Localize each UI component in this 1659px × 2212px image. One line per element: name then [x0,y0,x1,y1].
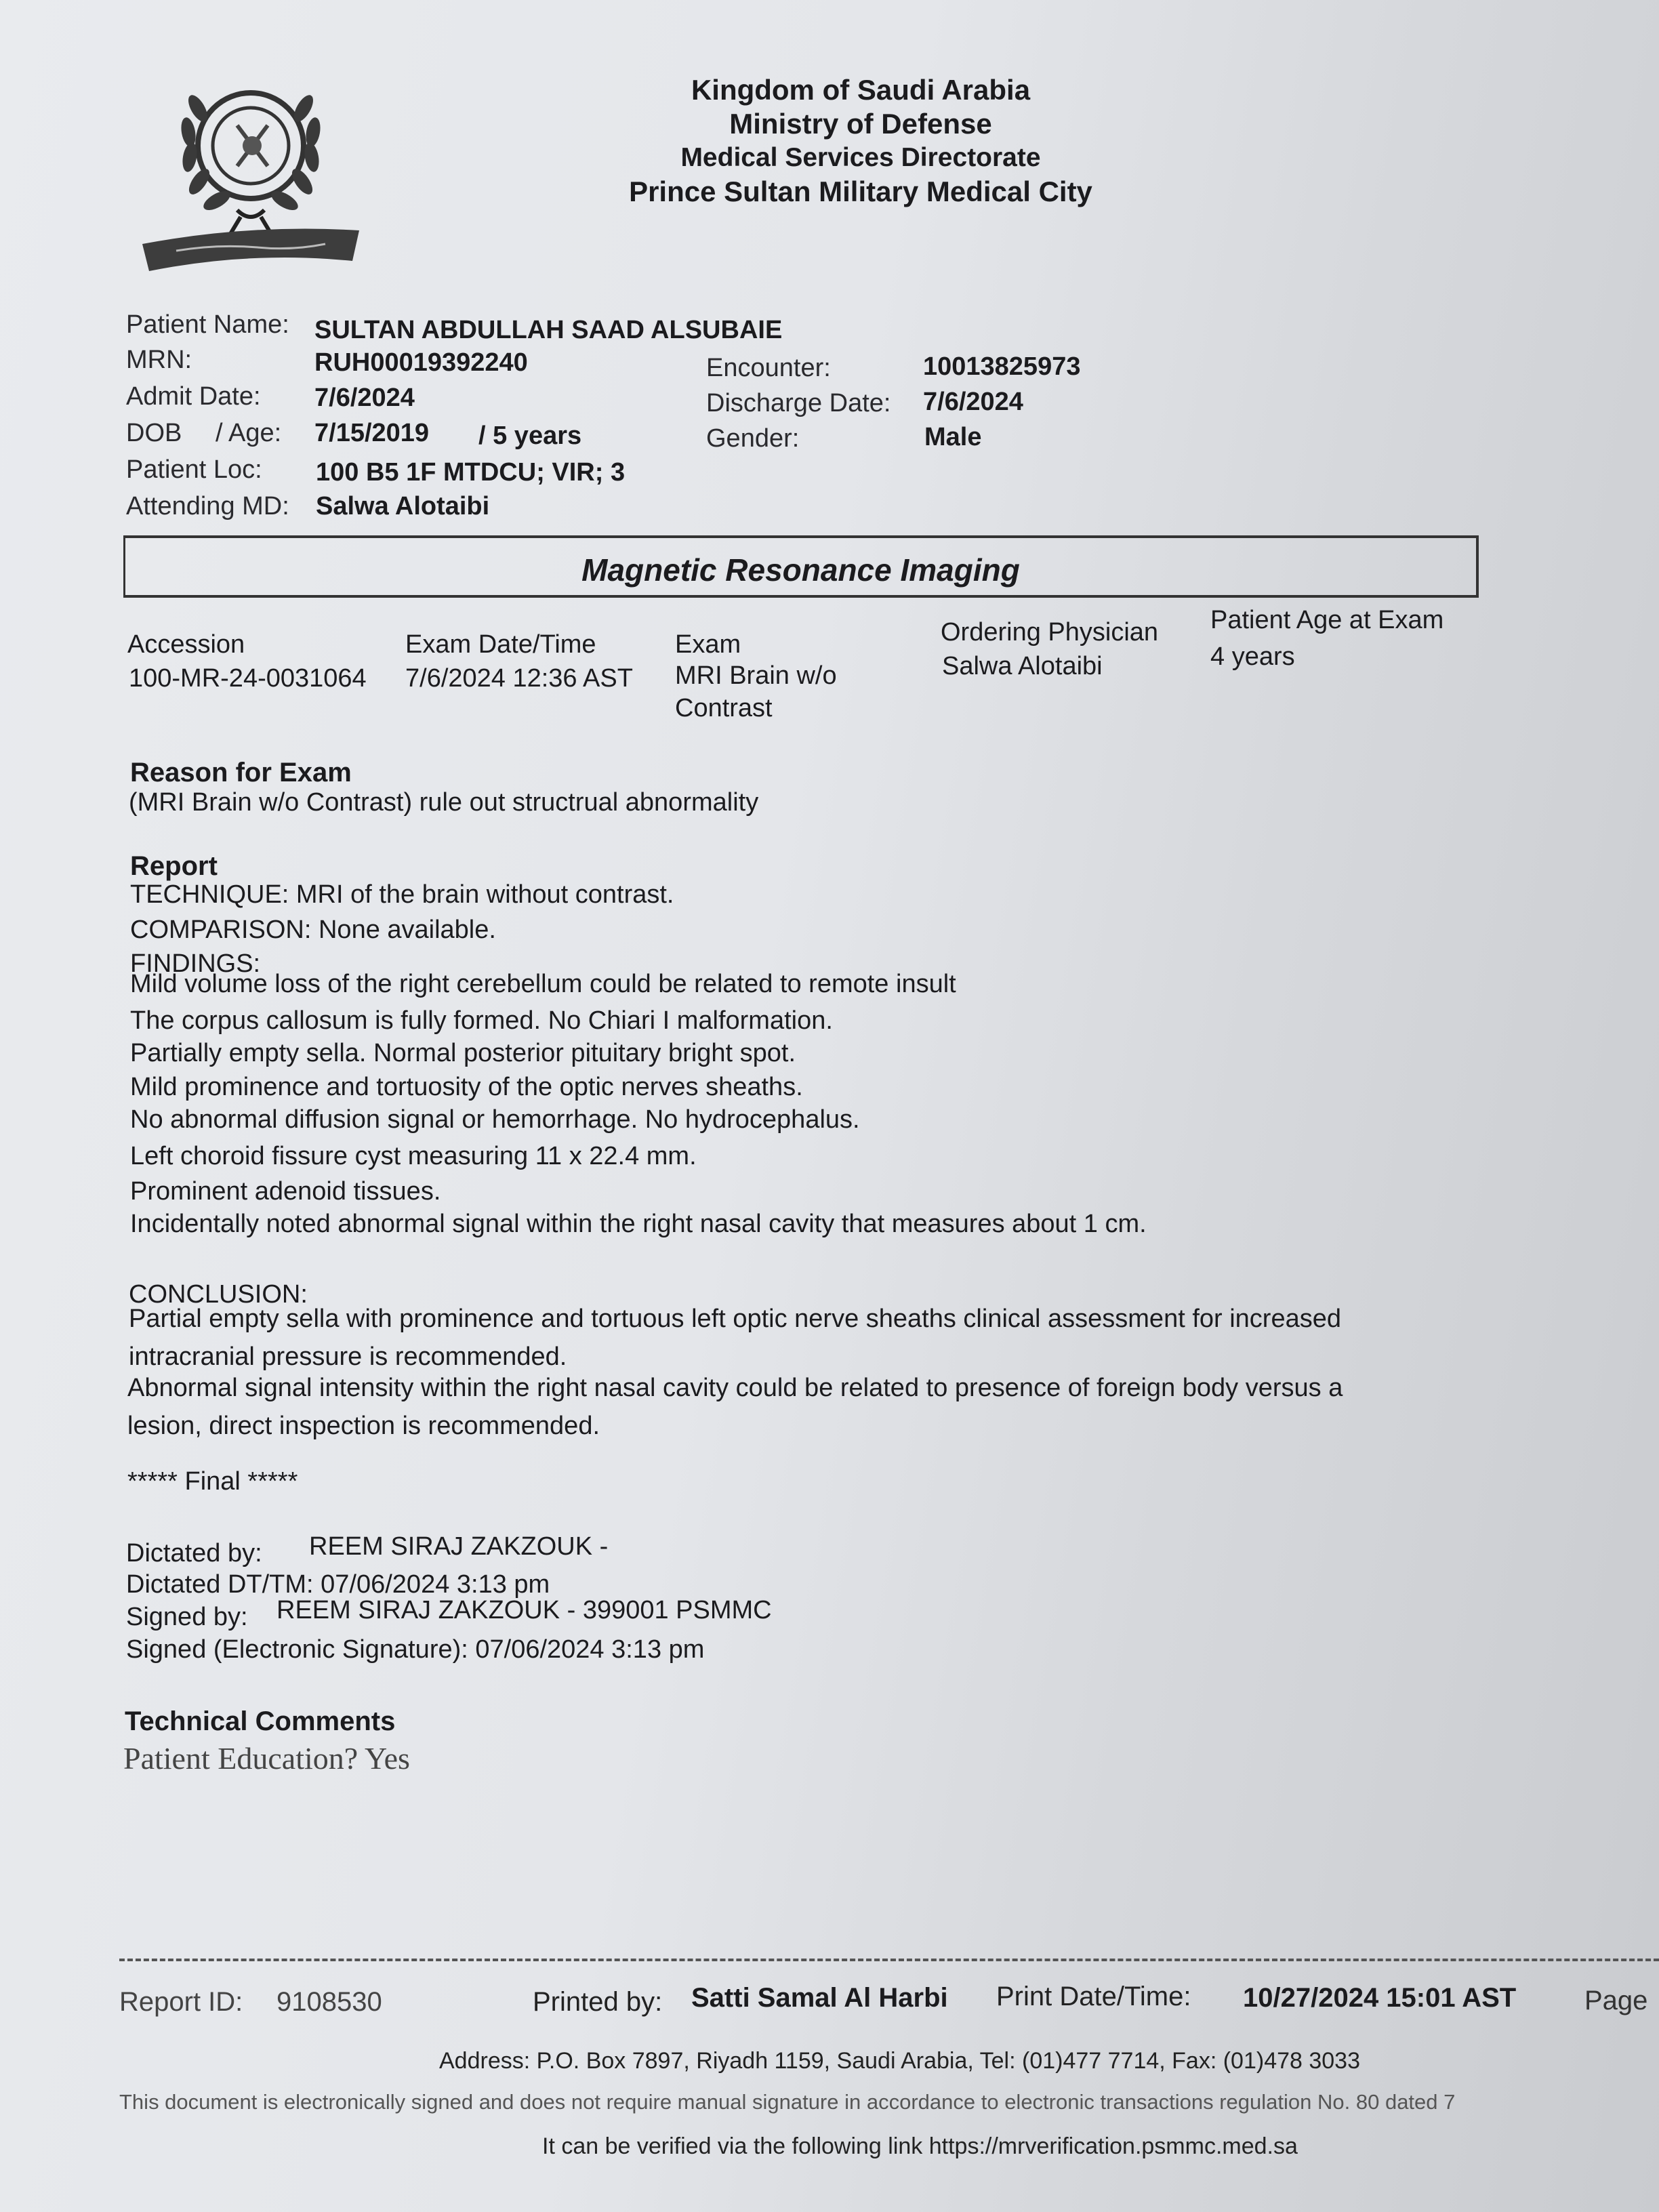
patient-name-label: Patient Name: [126,310,289,339]
dob-value: 7/15/2019 [314,419,430,447]
patient-age-at-exam-label: Patient Age at Exam [1210,606,1444,634]
encounter-value: 10013825973 [923,352,1081,381]
finding-item: Partially empty sella. Normal posterior pituitary bright spot. [130,1039,796,1067]
finding-item: Incidentally noted abnormal signal within the right nasal cavity that measures about 1 cm. [130,1210,1147,1238]
exam-value-line1: MRI Brain w/o [675,661,837,690]
signed-electronic: Signed (Electronic Signature): 07/06/2024 3:13 pm [126,1635,705,1664]
gender-label: Gender: [706,424,800,453]
header-directorate: Medical Services Directorate [680,143,1041,172]
report-heading: Report [130,851,218,881]
report-id-label: Report ID: [119,1987,243,2017]
ministry-emblem-logo [136,47,366,278]
ordering-physician-label: Ordering Physician [941,618,1159,647]
encounter-label: Encounter: [706,354,831,382]
report-id-value: 9108530 [276,1987,382,2017]
conclusion-line: intracranial pressure is recommended. [129,1343,567,1371]
reason-text: (MRI Brain w/o Contrast) rule out structrual abnormality [129,788,759,817]
footer-divider [119,1959,1659,1961]
exam-value-line2: Contrast [675,694,773,722]
exam-title: Magnetic Resonance Imaging [581,552,1020,588]
mrn-label: MRN: [126,346,192,374]
technique-text: TECHNIQUE: MRI of the brain without contrast. [130,880,674,909]
reason-heading: Reason for Exam [130,758,352,787]
findings-heading: FINDINGS: [130,949,261,978]
exam-datetime-value: 7/6/2024 12:36 AST [405,664,633,693]
verification-text: It can be verified via the following link https://mrverification.psmmc.med.sa [542,2133,1298,2159]
accession-label: Accession [127,630,245,659]
page-label: Page [1584,1986,1648,2015]
conclusion-line: lesion, direct inspection is recommended. [127,1412,600,1440]
exam-datetime-label: Exam Date/Time [405,630,596,659]
patient-age-at-exam-value: 4 years [1210,642,1295,671]
print-datetime-value: 10/27/2024 15:01 AST [1243,1983,1517,2013]
header-country: Kingdom of Saudi Arabia [691,74,1031,106]
header-hospital: Prince Sultan Military Medical City [629,176,1092,207]
discharge-date-label: Discharge Date: [706,389,891,417]
technical-comments-text: Patient Education? Yes [123,1741,410,1776]
signed-by-label: Signed by: [126,1603,248,1631]
disclaimer-text: This document is electronically signed and does not require manual signature in accordance to electronic transactions regulation No. 80 dated 7 [119,2090,1456,2114]
admit-date-label: Admit Date: [126,382,261,411]
finding-item: Left choroid fissure cyst measuring 11 x 22.4 mm. [130,1142,697,1170]
exam-title-box [123,535,1479,598]
finding-item: Prominent adenoid tissues. [130,1177,441,1206]
gender-value: Male [924,423,982,451]
dob-label: DOB [126,419,182,447]
printed-by-label: Printed by: [533,1987,663,2017]
attending-md-label: Attending MD: [126,492,289,520]
mrn-value: RUH00019392240 [314,348,528,377]
printed-by-value: Satti Samal Al Harbi [691,1983,948,2013]
technical-comments-heading: Technical Comments [125,1706,396,1736]
comparison-text: COMPARISON: None available. [130,916,496,944]
admit-date-value: 7/6/2024 [314,384,415,412]
conclusion-line: Partial empty sella with prominence and tortuous left optic nerve sheaths clinical assessment for increased [129,1305,1341,1333]
address-text: Address: P.O. Box 7897, Riyadh 1159, Saudi Arabia, Tel: (01)477 7714, Fax: (01)478 3033 [439,2048,1361,2074]
conclusion-heading: CONCLUSION: [129,1280,308,1309]
print-datetime-label: Print Date/Time: [996,1982,1191,2011]
final-marker: ***** Final ***** [127,1467,298,1496]
accession-value: 100-MR-24-0031064 [129,664,367,693]
institution-header [583,73,1139,209]
finding-item: No abnormal diffusion signal or hemorrhage. No hydrocephalus. [130,1105,860,1134]
discharge-date-value: 7/6/2024 [923,388,1023,416]
dictated-by-label: Dictated by: [126,1539,262,1568]
header-ministry: Ministry of Defense [729,108,992,140]
finding-item: The corpus callosum is fully formed. No Chiari I malformation. [130,1006,833,1035]
patient-loc-value: 100 B5 1F MTDCU; VIR; 3 [316,458,626,487]
finding-item: Mild prominence and tortuosity of the optic nerves sheaths. [130,1073,803,1101]
attending-md-value: Salwa Alotaibi [316,492,490,520]
age-value: / 5 years [478,422,582,450]
conclusion-line: Abnormal signal intensity within the right nasal cavity could be related to presence of foreign body versus a [127,1374,1343,1402]
dictated-datetime: Dictated DT/TM: 07/06/2024 3:13 pm [126,1570,550,1599]
patient-name: SULTAN ABDULLAH SAAD ALSUBAIE [314,316,783,344]
age-label: / Age: [216,419,282,447]
finding-item: Mild volume loss of the right cerebellum could be related to remote insult [130,970,956,998]
signed-by-value: REEM SIRAJ ZAKZOUK - 399001 PSMMC [276,1596,772,1624]
patient-loc-label: Patient Loc: [126,455,262,484]
ordering-physician-value: Salwa Alotaibi [942,652,1103,680]
exam-label: Exam [675,630,741,659]
dictated-by-value: REEM SIRAJ ZAKZOUK - [309,1532,609,1561]
